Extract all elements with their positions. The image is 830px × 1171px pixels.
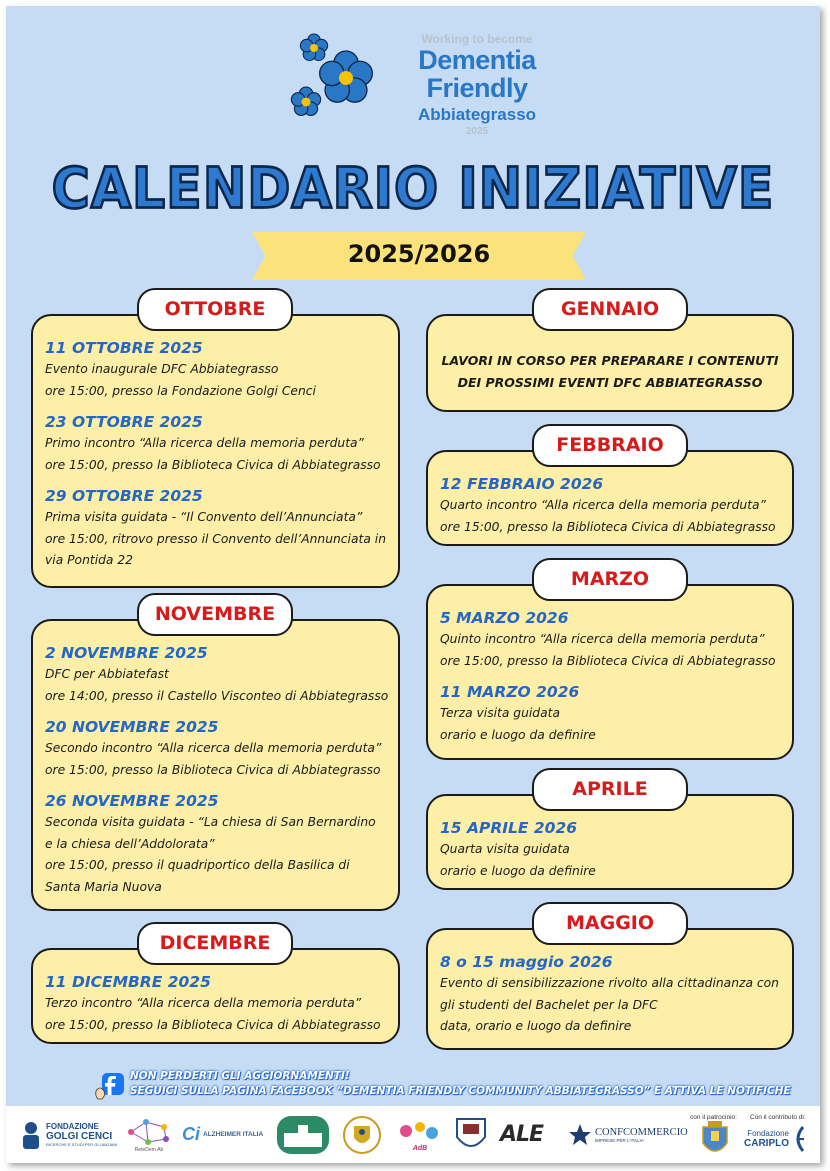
sponsor-adb [392,1106,448,1163]
event-item [45,486,386,572]
event-line: ore 15:00, presso la Biblioteca Civica di Abbiategrasso [440,519,776,534]
month-label-dicembre: DICEMBRE [137,922,293,965]
sponsor-crest-gold [342,1106,388,1163]
gennaio-note-line: LAVORI IN CORSO PER PREPARARE I CONTENUTI [441,353,779,368]
event-line: Primo incontro “Alla ricerca della memoria perduta” [45,436,364,450]
event-line: data, orario e luogo da definire [440,1019,632,1033]
adb-logo-icon [396,1117,444,1145]
event-item [45,972,386,1036]
month-label-febbraio: FEBBRAIO [532,424,688,467]
sponsor-confcommercio [568,1106,688,1163]
event-line: ore 15:00, presso la Biblioteca Civica di Abbiategrasso [45,457,381,472]
retedem-label: ReteDem.Ab [134,1146,164,1153]
logo-brand-line2: Friendly [426,73,528,103]
event-line: ore 15:00, presso la Biblioteca Civica di Abbiategrasso [440,653,776,668]
logo-year: 2025 [465,126,489,137]
sponsor-crest-blue [454,1106,496,1163]
logo-tagline: Working to become [421,32,533,46]
event-line: via Pontida 22 [45,553,134,567]
event-date: 11 MARZO 2026 [440,683,580,701]
sponsor-fondazione-cariplo [744,1114,820,1163]
event-item [440,682,780,746]
event-line: Santa Maria Nuova [45,879,162,894]
social-line2: SEGUICI SULLA PAGINA FACEBOOK “DEMENTIA FRIENDLY COMMUNITY ABBIATEGRASSO” E ATTIVA LE NOTIFICHE [130,1085,791,1097]
sponsor-golgi-cenci [20,1106,120,1163]
event-line: Prima visita guidata - “Il Convento dell’Annunciata” [45,510,363,524]
sponsor-abbiategrasso-round [276,1106,336,1163]
event-date: 15 APRILE 2026 [440,819,578,837]
golgi-line2: GOLGI CENCI [46,1131,113,1142]
golgi-cenci-logo-icon [20,1120,42,1150]
event-line: Quarto incontro “Alla ricerca della memoria perduta” [440,498,766,512]
event-line: ore 15:00, presso la Biblioteca Civica di Abbiategrasso [45,762,381,777]
dementia-friendly-logo [284,26,554,156]
month-label-aprile: APRILE [532,768,688,811]
gold-crest-icon [342,1114,382,1156]
event-line: Secondo incontro “Alla ricerca della memoria perduta” [45,741,382,755]
event-line: Seconda visita guidata - “La chiesa di San Bernardino [45,815,376,829]
event-item [45,412,386,476]
sponsor-comune-abbiategrasso [700,1114,738,1163]
month-card-novembre [31,619,400,911]
event-line: Quinto incontro “Alla ricerca della memoria perduta” [440,632,765,646]
event-line: gli studenti del Bachelet per la DFC [440,997,658,1012]
event-date: 8 o 15 maggio 2026 [440,953,613,971]
cariplo-line1: Fondazione [747,1128,789,1138]
month-card-marzo [426,584,794,760]
month-label-ottobre: OTTOBRE [137,288,293,331]
logo-brand-line1: Dementia [418,45,536,75]
event-line: e la chiesa dell’Addolorata” [45,836,215,851]
month-label-gennaio: GENNAIO [532,288,688,331]
event-line: ore 15:00, presso la Fondazione Golgi Cenci [45,383,316,398]
gennaio-note-line: DEI PROSSIMI EVENTI DFC ABBIATEGRASSO [457,375,763,390]
poster [6,6,820,1163]
event-date: 23 OTTOBRE 2025 [45,413,203,431]
event-date: 2 NOVEMBRE 2025 [45,644,208,662]
confcommercio-star-icon [568,1123,592,1147]
sponsor-ale [500,1106,562,1163]
event-item [440,818,780,882]
cariplo-line2: CARIPLO [744,1137,789,1149]
event-line: Quarta visita guidata [440,842,570,856]
event-date: 12 FEBBRAIO 2026 [440,475,604,493]
golgi-line1: FONDAZIONE [46,1122,99,1131]
event-date: 5 MARZO 2026 [440,609,569,627]
event-line: ore 14:00, presso il Castello Visconteo di Abbiategrasso [45,688,389,703]
city-crest-icon [700,1119,730,1159]
event-line: Evento inaugurale DFC Abbiategrasso [45,362,279,376]
network-logo-icon [126,1117,172,1147]
contribution-label: Con il contributo di: [750,1114,806,1121]
event-date: 11 OTTOBRE 2025 [45,339,203,357]
event-line: Terza visita guidata [440,706,561,720]
confcommercio-label: CONFCOMMERCIO [595,1126,688,1138]
forget-me-not-flowers-icon [284,26,394,136]
golgi-sub: RICERCHE E STUDI PER GLI ANZIANI [46,1142,118,1147]
event-date: 26 NOVEMBRE 2025 [45,792,219,810]
page-title: CALENDARIO INIZIATIVE [51,156,775,222]
event-item [45,643,389,707]
facebook-icon[interactable] [94,1071,124,1101]
alzheimer-label: ALZHEIMER ITALIA [203,1131,264,1138]
event-item [440,608,780,672]
sponsor-retedem [120,1106,178,1163]
event-line: orario e luogo da definire [440,727,596,742]
year-label: 2025/2026 [347,240,491,268]
event-item [45,338,386,402]
event-line: ore 15:00, presso la Biblioteca Civica di Abbiategrasso [45,1017,381,1032]
event-line: Evento di sensibilizzazione rivolto alla cittadinanza con [440,976,779,990]
sponsor-alzheimer-italia [182,1106,272,1163]
event-item [440,952,780,1038]
month-card-maggio [426,928,794,1050]
adb-label: AdB [412,1145,428,1152]
blue-crest-icon [454,1115,488,1155]
event-date: 20 NOVEMBRE 2025 [45,718,219,736]
event-line: Terzo incontro “Alla ricerca della memoria perduta” [45,996,362,1010]
event-line: DFC per Abbiatefast [45,667,169,681]
event-line: ore 15:00, ritrovo presso il Convento dell’Annunciata in [45,531,386,546]
month-label-novembre: NOVEMBRE [137,593,293,636]
event-item [45,791,386,898]
logo-city: Abbiategrasso [417,105,537,124]
event-item [440,474,780,538]
event-item [45,717,386,781]
ale-label: ALE [500,1122,544,1147]
event-date: 11 DICEMBRE 2025 [45,973,211,991]
event-line: orario e luogo da definire [440,863,596,878]
event-date: 29 OTTOBRE 2025 [45,487,203,505]
confcommercio-sub: IMPRESE PER L'ITALIA [595,1137,644,1143]
event-line: ore 15:00, presso il quadriportico della Basilica di [45,858,350,872]
patronage-label: con il patrocinio: [690,1114,737,1121]
cariplo-logo-icon [792,1125,806,1153]
month-label-marzo: MARZO [532,558,688,601]
month-label-maggio: MAGGIO [532,902,688,945]
alzheimer-logo-icon: Ci [182,1124,200,1144]
city-skyline-logo-icon [276,1115,330,1155]
social-line1: NON PERDERTI GLI AGGIORNAMENTI! [130,1070,350,1082]
sponsor-bar [6,1106,820,1163]
month-card-ottobre [31,314,400,588]
